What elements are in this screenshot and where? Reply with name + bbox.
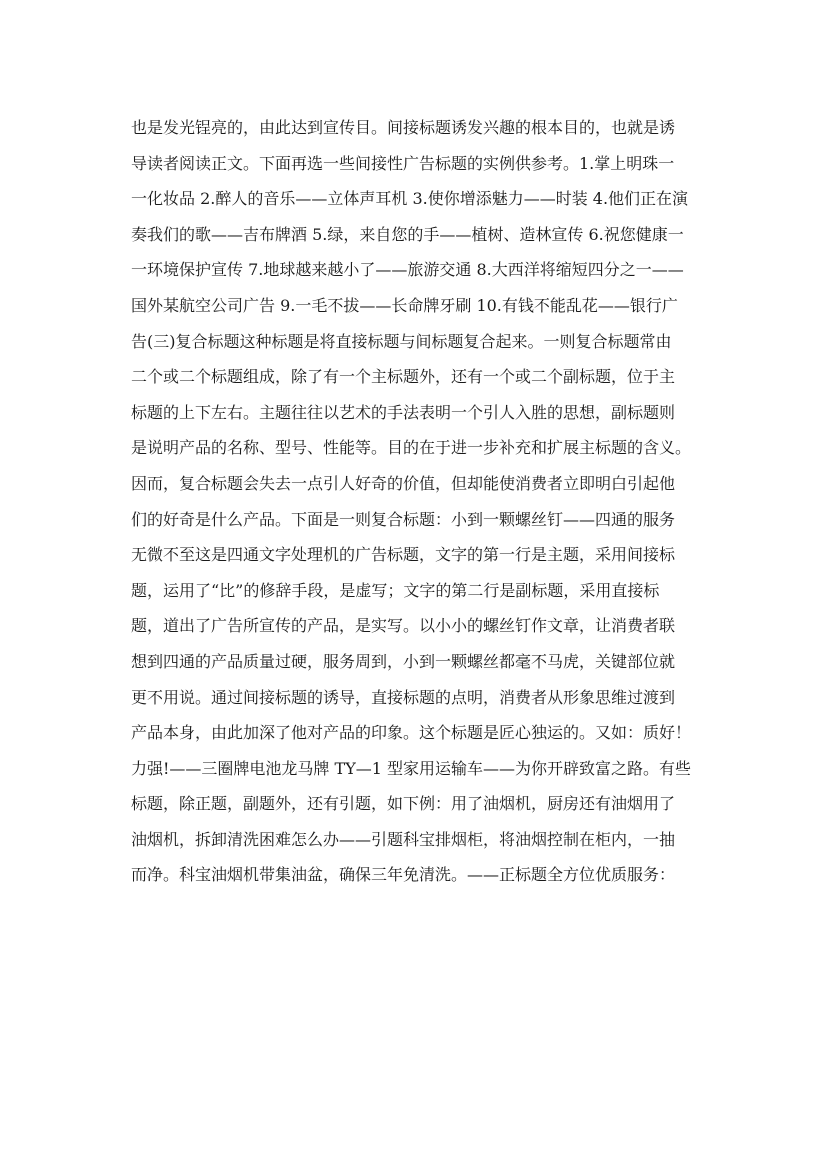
text-line: 是说明产品的名称、型号、性能等。目的在于进一步补充和扩展主标题的含义。 <box>131 438 692 458</box>
text-line: 力强!——三圈牌电池龙马牌 TY—1 型家用运输车——为你开辟致富之路。有些 <box>131 758 692 778</box>
text-line: 国外某航空公司广告 9.一毛不拔——长命牌牙刷 10.有钱不能乱花——银行广 <box>131 295 678 315</box>
text-line: 导读者阅读正文。下面再选一些间接性广告标题的实例供参考。1.掌上明珠一 <box>131 153 675 173</box>
text-line: 奏我们的歌——吉布牌酒 5.绿，来自您的手——植树、造林宣传 6.祝您健康一 <box>131 224 684 244</box>
text-line: 告(三)复合标题这种标题是将直接标题与间标题复合起来。一则复合标题常由 <box>131 331 672 351</box>
text-line: 一环境保护宣传 7.地球越来越小了——旅游交通 8.大西洋将缩短四分之一—— <box>131 260 684 280</box>
text-line: 题，运用了“比”的修辞手段，是虚写；文字的第二行是副标题，采用直接标 <box>131 580 660 600</box>
body-text <box>131 110 721 893</box>
text-line: 们的好奇是什么产品。下面是一则复合标题：小到一颗螺丝钉——四通的服务 <box>131 509 676 529</box>
text-line: 产品本身，由此加深了他对产品的印象。这个标题是匠心独运的。又如：质好！ <box>131 723 692 743</box>
text-line: 标题，除正题，副题外，还有引题，如下例：用了油烟机，厨房还有油烟用了 <box>131 794 676 814</box>
text-line: 油烟机，拆卸清洗困难怎么办——引题科宝排烟柜，将油烟控制在柜内，一抽 <box>131 829 676 849</box>
text-line: 因而，复合标题会失去一点引人好奇的价值，但却能使消费者立即明白引起他 <box>131 473 676 493</box>
text-line: 更不用说。通过间接标题的诱导，直接标题的点明，消费者从形象思维过渡到 <box>131 687 676 707</box>
text-line: 想到四通的产品质量过硬，服务周到，小到一颗螺丝都毫不马虎，关键部位就 <box>131 651 676 671</box>
text-line: 一化妆品 2.醉人的音乐——立体声耳机 3.使你增添魅力——时装 4.他们正在演 <box>131 189 689 209</box>
text-line: 题，道出了广告所宣传的产品，是实写。以小小的螺丝钉作文章，让消费者联 <box>131 616 676 636</box>
text-line: 无微不至这是四通文字处理机的广告标题，文字的第一行是主题，采用间接标 <box>131 545 676 565</box>
text-line: 也是发光锃亮的，由此达到宣传目。间接标题诱发兴趣的根本目的，也就是诱 <box>131 118 676 137</box>
text-line: 二个或二个标题组成，除了有一个主标题外，还有一个或二个副标题，位于主 <box>131 367 676 387</box>
text-line: 而净。科宝油烟机带集油盆，确保三年免清洗。——正标题全方位优质服务： <box>131 865 676 885</box>
text-line: 标题的上下左右。主题往往以艺术的手法表明一个引人入胜的思想，副标题则 <box>131 402 676 422</box>
